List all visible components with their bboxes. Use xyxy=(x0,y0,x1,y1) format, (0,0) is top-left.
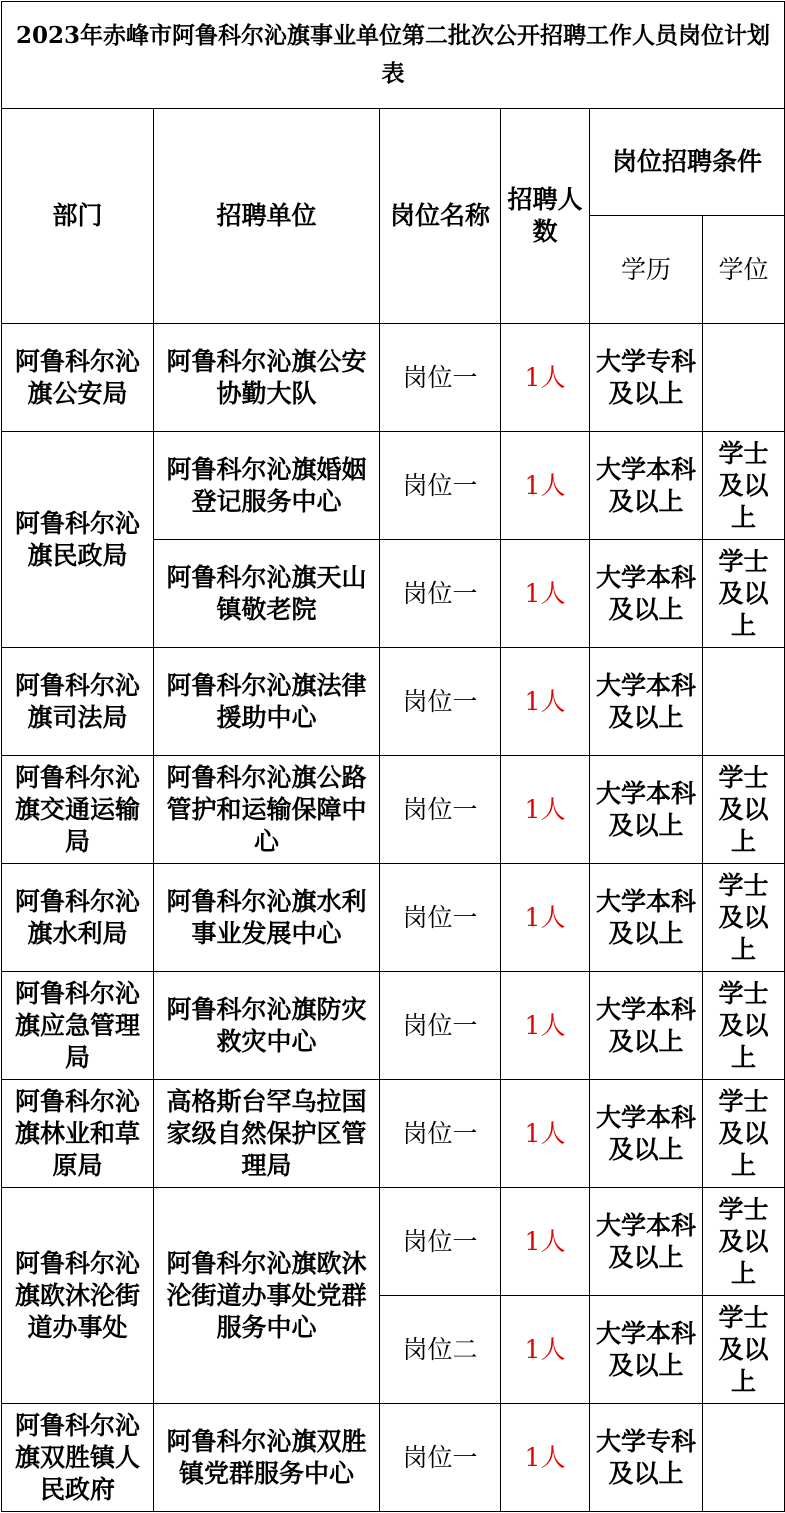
degree-cell xyxy=(703,648,785,756)
table-row xyxy=(2,648,785,756)
header-unit: 招聘单位 xyxy=(154,109,380,324)
degree-cell: 学士及以上 xyxy=(703,1296,785,1404)
department-cell: 阿鲁科尔沁旗应急管理局 xyxy=(2,972,154,1080)
table-row xyxy=(2,864,785,972)
education-cell: 大学本科及以上 xyxy=(590,1188,703,1296)
table-row xyxy=(2,972,785,1080)
count-cell: 1人 xyxy=(501,864,590,972)
degree-cell: 学士及以上 xyxy=(703,1080,785,1188)
education-cell: 大学专科及以上 xyxy=(590,324,703,432)
unit-cell: 阿鲁科尔沁旗防灾救灾中心 xyxy=(154,972,380,1080)
education-cell: 大学本科及以上 xyxy=(590,756,703,864)
degree-cell: 学士及以上 xyxy=(703,432,785,540)
count-cell: 1人 xyxy=(501,432,590,540)
count-cell: 1人 xyxy=(501,648,590,756)
unit-cell: 高格斯台罕乌拉国家级自然保护区管理局 xyxy=(154,1080,380,1188)
unit-cell: 阿鲁科尔沁旗婚姻登记服务中心 xyxy=(154,432,380,540)
degree-cell: 学士及以上 xyxy=(703,864,785,972)
education-cell: 大学本科及以上 xyxy=(590,864,703,972)
post-cell: 岗位一 xyxy=(380,540,501,648)
degree-cell xyxy=(703,1404,785,1512)
header-department: 部门 xyxy=(2,109,154,324)
unit-cell: 阿鲁科尔沁旗公路管护和运输保障中心 xyxy=(154,756,380,864)
post-cell: 岗位一 xyxy=(380,972,501,1080)
recruitment-plan-table xyxy=(1,1,785,1512)
header-row xyxy=(2,109,785,216)
education-cell: 大学本科及以上 xyxy=(590,1080,703,1188)
count-cell: 1人 xyxy=(501,972,590,1080)
header-post: 岗位名称 xyxy=(380,109,501,324)
post-cell: 岗位一 xyxy=(380,432,501,540)
post-cell: 岗位一 xyxy=(380,756,501,864)
post-cell: 岗位一 xyxy=(380,648,501,756)
education-cell: 大学本科及以上 xyxy=(590,972,703,1080)
count-cell: 1人 xyxy=(501,756,590,864)
unit-cell: 阿鲁科尔沁旗天山镇敬老院 xyxy=(154,540,380,648)
department-cell: 阿鲁科尔沁旗民政局 xyxy=(2,432,154,648)
table-title: 2023年赤峰市阿鲁科尔沁旗事业单位第二批次公开招聘工作人员岗位计划表 xyxy=(2,2,785,109)
table-row xyxy=(2,432,785,540)
post-cell: 岗位一 xyxy=(380,1188,501,1296)
unit-cell: 阿鲁科尔沁旗双胜镇党群服务中心 xyxy=(154,1404,380,1512)
header-education: 学历 xyxy=(590,216,703,324)
department-cell: 阿鲁科尔沁旗欧沐沦街道办事处 xyxy=(2,1188,154,1404)
education-cell: 大学专科及以上 xyxy=(590,1404,703,1512)
education-cell: 大学本科及以上 xyxy=(590,648,703,756)
degree-cell xyxy=(703,324,785,432)
unit-cell: 阿鲁科尔沁旗公安协勤大队 xyxy=(154,324,380,432)
table-row xyxy=(2,324,785,432)
count-cell: 1人 xyxy=(501,540,590,648)
education-cell: 大学本科及以上 xyxy=(590,1296,703,1404)
department-cell: 阿鲁科尔沁旗司法局 xyxy=(2,648,154,756)
department-cell: 阿鲁科尔沁旗水利局 xyxy=(2,864,154,972)
title-row xyxy=(2,2,785,109)
count-cell: 1人 xyxy=(501,1404,590,1512)
education-cell: 大学本科及以上 xyxy=(590,432,703,540)
department-cell: 阿鲁科尔沁旗双胜镇人民政府 xyxy=(2,1404,154,1512)
count-cell: 1人 xyxy=(501,1188,590,1296)
department-cell: 阿鲁科尔沁旗交通运输局 xyxy=(2,756,154,864)
count-cell: 1人 xyxy=(501,324,590,432)
degree-cell: 学士及以上 xyxy=(703,972,785,1080)
degree-cell: 学士及以上 xyxy=(703,1188,785,1296)
unit-cell: 阿鲁科尔沁旗水利事业发展中心 xyxy=(154,864,380,972)
header-count: 招聘人数 xyxy=(501,109,590,324)
header-conditions: 岗位招聘条件 xyxy=(590,109,785,216)
degree-cell: 学士及以上 xyxy=(703,756,785,864)
unit-cell: 阿鲁科尔沁旗欧沐沦街道办事处党群服务中心 xyxy=(154,1188,380,1404)
table-row xyxy=(2,756,785,864)
header-degree: 学位 xyxy=(703,216,785,324)
post-cell: 岗位一 xyxy=(380,1404,501,1512)
count-cell: 1人 xyxy=(501,1080,590,1188)
post-cell: 岗位一 xyxy=(380,1080,501,1188)
table-row xyxy=(2,1404,785,1512)
post-cell: 岗位一 xyxy=(380,864,501,972)
table-row xyxy=(2,1188,785,1296)
department-cell: 阿鲁科尔沁旗公安局 xyxy=(2,324,154,432)
degree-cell: 学士及以上 xyxy=(703,540,785,648)
post-cell: 岗位二 xyxy=(380,1296,501,1404)
education-cell: 大学本科及以上 xyxy=(590,540,703,648)
department-cell: 阿鲁科尔沁旗林业和草原局 xyxy=(2,1080,154,1188)
unit-cell: 阿鲁科尔沁旗法律援助中心 xyxy=(154,648,380,756)
post-cell: 岗位一 xyxy=(380,324,501,432)
count-cell: 1人 xyxy=(501,1296,590,1404)
table-row xyxy=(2,1080,785,1188)
